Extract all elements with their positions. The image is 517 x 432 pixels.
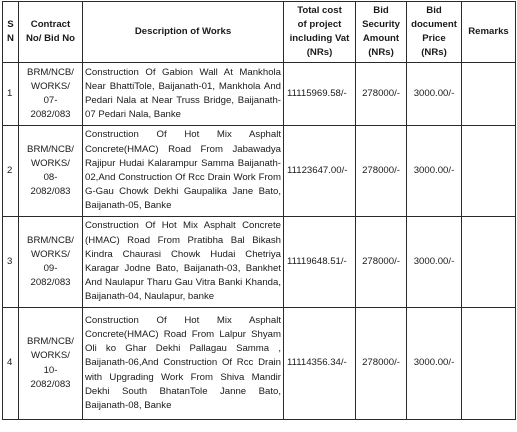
row-description: Construction Of Hot Mix Asphalt Concrete(HMAC) Road From Lalpur Shyam Oli ko Ghar Dekhi Pallagau Samma , Baijanath-06,And Construction Of Rcc Drain with Upgrading Work From Shiva Mandir Dekhi South BhatanTole Janne Bato, Baijanath-08, Banke — [83, 308, 284, 420]
table-row — [3, 63, 516, 126]
row-bid-document: 3000.00/- — [407, 217, 462, 308]
header-bid-security-l2: Security — [362, 18, 400, 30]
contract-line: BRM/NCB/ — [27, 234, 74, 246]
table-row — [3, 126, 516, 217]
header-bid-security-l4: (NRs) — [368, 47, 394, 59]
contract-line: 2082/083 — [30, 378, 71, 390]
contract-line: WORKS/ — [31, 248, 70, 260]
table-row — [3, 308, 516, 420]
header-bid-document-l2: document — [411, 18, 457, 30]
row-remarks — [462, 308, 516, 420]
row-bid-document: 3000.00/- — [407, 308, 462, 420]
row-sn: 3 — [3, 217, 19, 308]
header-sn — [3, 2, 19, 63]
header-bid-document — [407, 2, 462, 63]
contract-line: WORKS/ — [31, 157, 70, 169]
contract-line: 09- — [43, 263, 58, 274]
header-bid-security-l1: Bid — [373, 4, 389, 16]
row-bid-security: 278000/- — [356, 126, 407, 217]
contract-line: 07- — [43, 95, 58, 106]
row-contract-no — [19, 308, 83, 420]
row-contract-no — [19, 63, 83, 126]
row-contract-no — [19, 217, 83, 308]
header-bid-document-l1: Bid — [426, 4, 442, 16]
header-contract-line2: No/ Bid No — [25, 33, 76, 44]
header-bid-document-l3: Price — [422, 33, 446, 44]
row-total-cost: 11123647.00/- — [284, 126, 356, 217]
contract-line: WORKS/ — [31, 350, 70, 362]
row-remarks — [462, 217, 516, 308]
header-row — [3, 2, 516, 63]
header-contract — [19, 2, 83, 63]
header-total-cost-l4: (NRs) — [306, 47, 333, 59]
header-contract-line1: Contract — [30, 18, 71, 30]
header-bid-security-l3: Amount — [362, 33, 400, 44]
contract-line: BRM/NCB/ — [27, 336, 74, 348]
header-description: Description of Works — [83, 2, 284, 63]
row-bid-document: 3000.00/- — [407, 126, 462, 217]
table-row — [3, 217, 516, 308]
contract-line: BRM/NCB/ — [27, 66, 74, 78]
contract-line: BRM/NCB/ — [27, 143, 74, 155]
row-total-cost: 11119648.51/- — [284, 217, 356, 308]
row-remarks — [462, 63, 516, 126]
row-bid-security: 278000/- — [356, 217, 407, 308]
row-remarks — [462, 126, 516, 217]
header-total-cost-l1: Total cost — [297, 4, 342, 16]
row-description: Construction Of Gabion Wall At Mankhola Near BhattiTole, Baijanath-01, Mankhola And Pedari Nala at Near Truss Bridge, Baijanath-07 Pedari Nala, Banke — [83, 63, 284, 126]
row-contract-no — [19, 126, 83, 217]
header-sn-line2: N — [7, 33, 14, 44]
contract-line: 2082/083 — [30, 109, 71, 121]
row-description: Construction Of Hot Mix Asphalt Concrete (HMAC) Road From Pratibha Bal Bikash Kindra Chaurasi Chowk Hudai Chetriya Karagar Jodne Bato, Baijanath-03, Bankhet And Naulapur Tharu Gau Vitra Banki Khanda, Baijanath-04, Naulapur, banke — [83, 217, 284, 308]
row-description: Construction Of Hot Mix Asphalt Concrete(HMAC) Road From Jabawadya Rajipur Hudai Kalarampur Samma Baijanath-02,And Construction Of Rcc Drain Work From G-Gau Chowk Dekhi Gaupalika Jane Bato, Baijanath-05, Banke — [83, 126, 284, 217]
contract-line: WORKS/ — [31, 80, 70, 92]
row-total-cost: 11114356.34/- — [284, 308, 356, 420]
row-sn: 2 — [3, 126, 19, 217]
contract-line: 2082/083 — [30, 277, 71, 289]
contract-line: 08- — [43, 172, 58, 183]
header-sn-line1: S — [7, 18, 14, 30]
row-bid-security: 278000/- — [356, 308, 407, 420]
row-sn: 4 — [3, 308, 19, 420]
header-total-cost-l2: of project — [297, 18, 342, 30]
header-bid-security — [356, 2, 407, 63]
works-table — [2, 1, 516, 420]
row-total-cost: 11115969.58/- — [284, 63, 356, 126]
contract-line: 10- — [43, 364, 58, 376]
contract-line: 2082/083 — [30, 186, 71, 198]
row-bid-security: 278000/- — [356, 63, 407, 126]
header-total-cost — [284, 2, 356, 63]
row-bid-document: 3000.00/- — [407, 63, 462, 126]
header-bid-document-l4: (NRs) — [421, 47, 447, 59]
header-remarks: Remarks — [462, 2, 516, 63]
header-total-cost-l3: including Vat — [289, 33, 350, 44]
row-sn: 1 — [3, 63, 19, 126]
